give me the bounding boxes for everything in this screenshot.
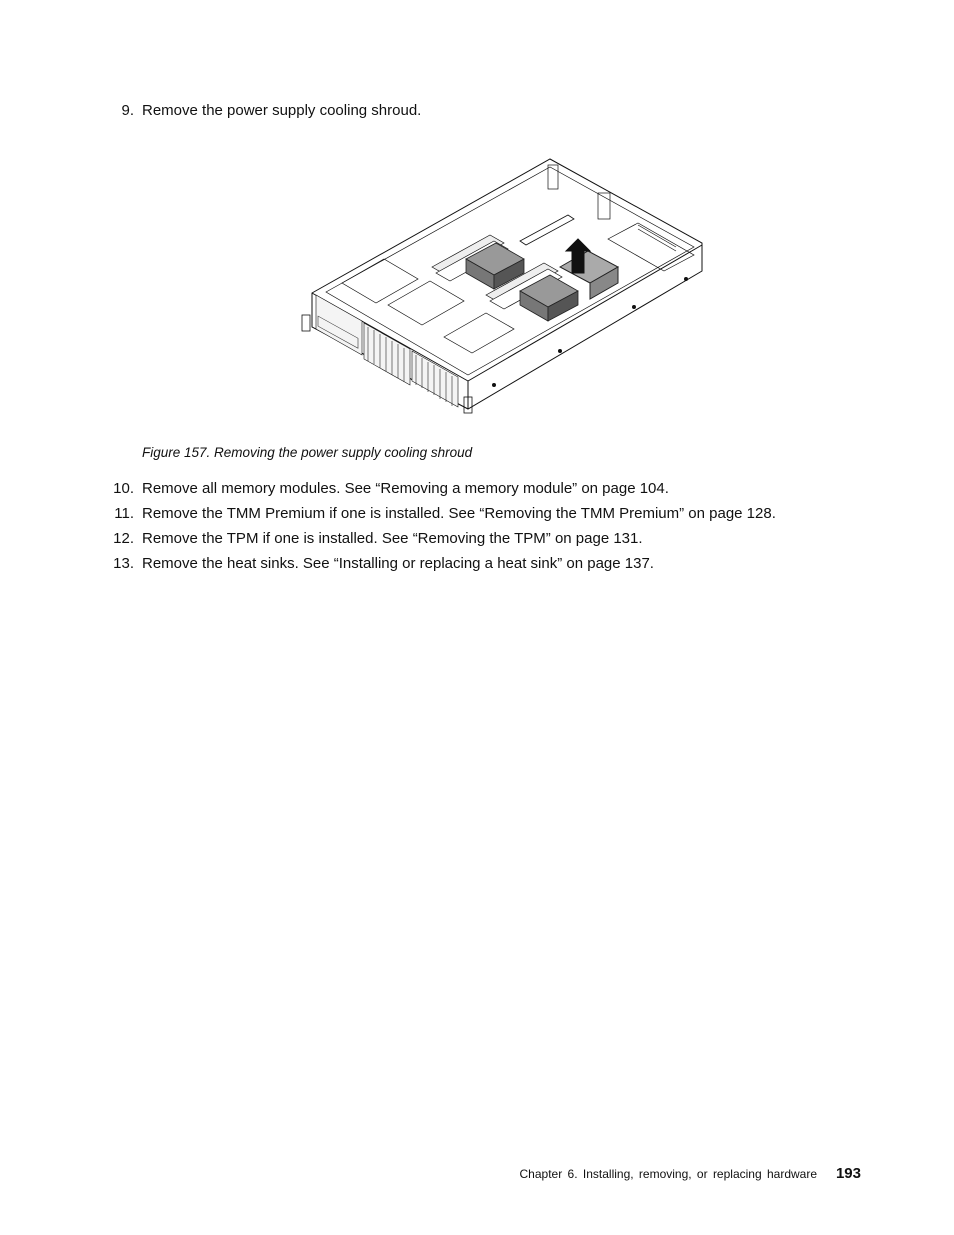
page-footer	[0, 1165, 954, 1185]
step-text: Remove the heat sinks. See “Installing or replacing a heat sink” on page 137.	[142, 555, 654, 572]
step-text: Remove the TPM if one is installed. See “Removing the TPM” on page 131.	[142, 530, 643, 547]
step-text: Remove all memory modules. See “Removing a memory module” on page 104.	[142, 480, 669, 497]
step-number: 12.	[113, 530, 134, 547]
step-number: 13.	[113, 555, 134, 572]
step-text: Remove the TMM Premium if one is installed. See “Removing the TMM Premium” on page 128.	[142, 505, 776, 522]
step-number: 9.	[121, 102, 134, 119]
step-number: 11.	[114, 505, 134, 522]
page-number: 193	[835, 1165, 861, 1182]
step-text: Remove the power supply cooling shroud.	[142, 102, 422, 119]
server-chassis-illustration	[298, 155, 710, 417]
chapter-title: Chapter 6. Installing, removing, or replacing hardware	[519, 1167, 817, 1181]
figure-caption: Figure 157. Removing the power supply cooling shroud	[142, 445, 473, 460]
step-number: 10.	[113, 480, 134, 497]
